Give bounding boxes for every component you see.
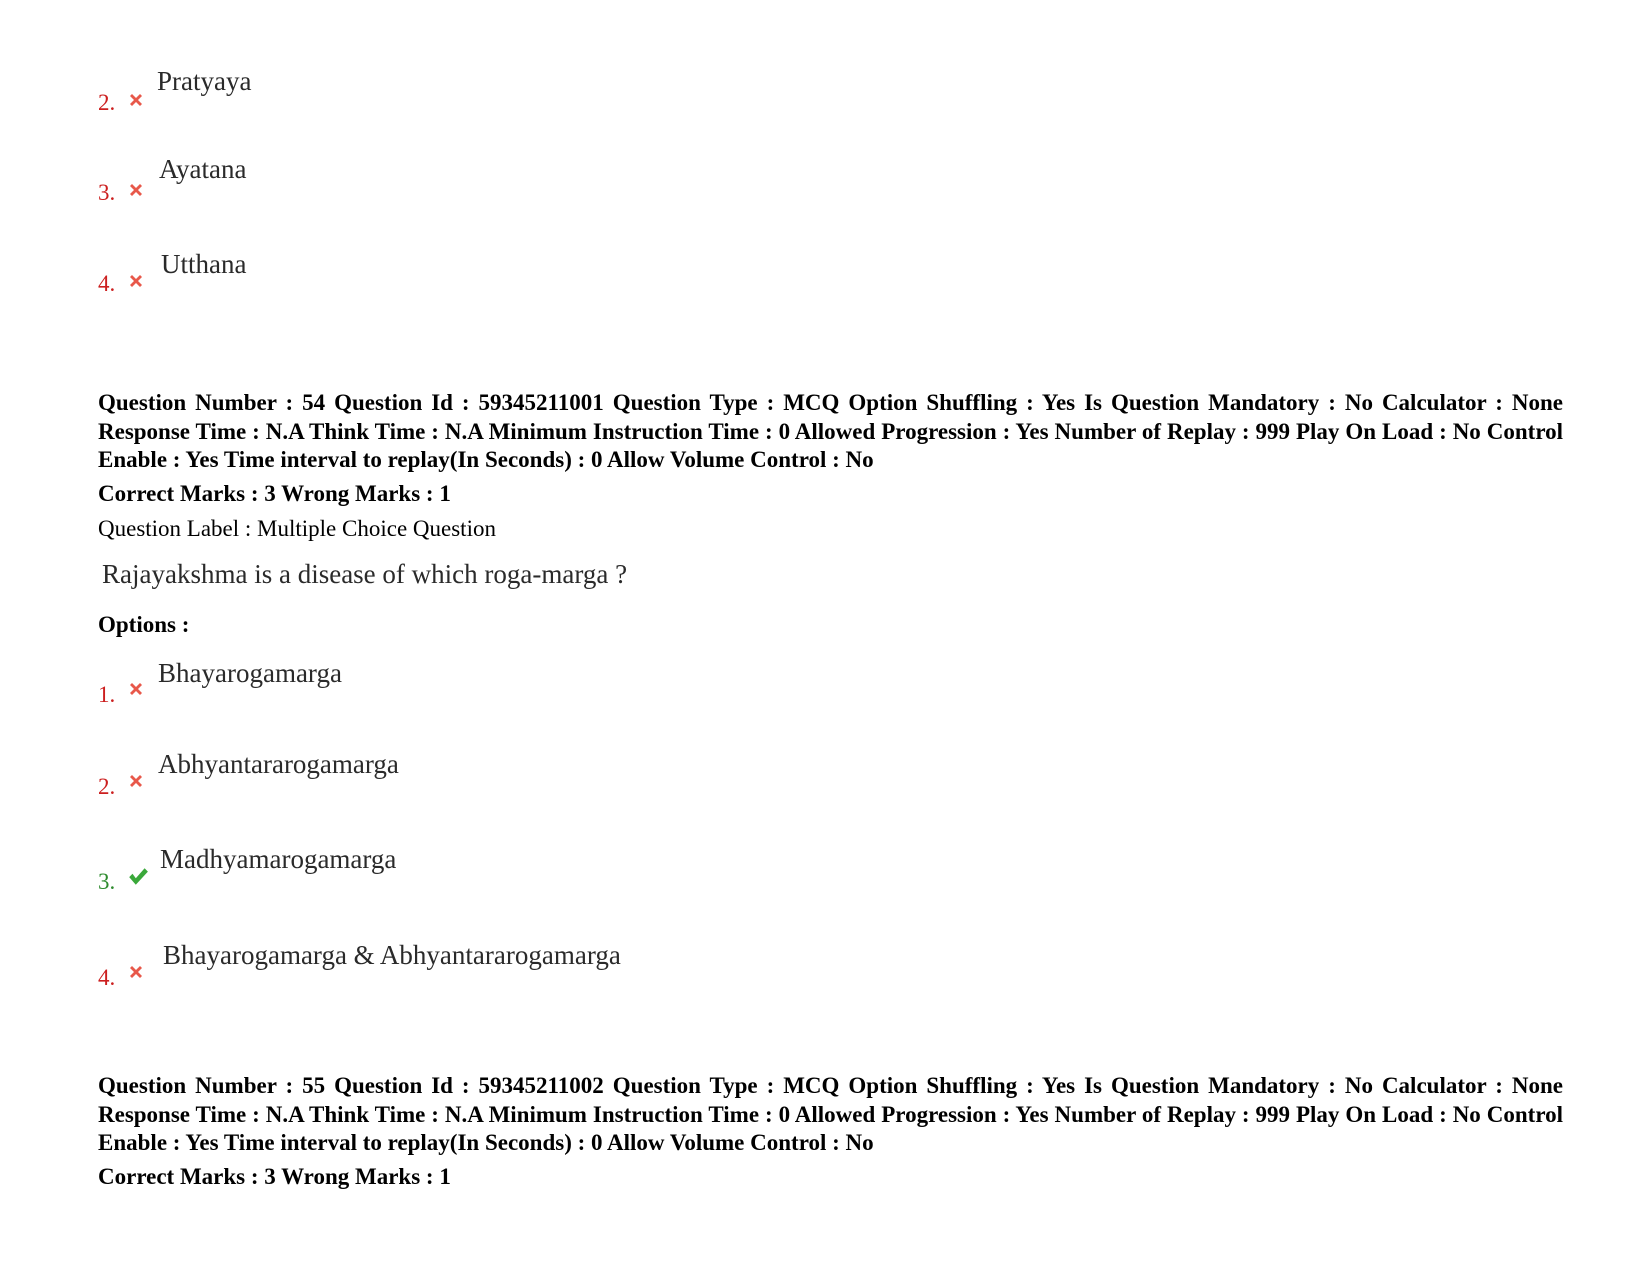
cross-icon xyxy=(126,962,146,982)
options-heading: Options : xyxy=(98,612,190,637)
question-54-label: Question Label : Multiple Choice Question xyxy=(98,516,496,541)
option-number: 3. xyxy=(98,869,116,894)
option-text: Bhayarogamarga & Abhyantararogamarga xyxy=(163,940,621,970)
option-text: Madhyamarogamarga xyxy=(160,844,397,874)
option-text: Bhayarogamarga xyxy=(158,658,342,688)
question-54-meta: Question Number : 54 Question Id : 59345211001 Question Type : MCQ Option Shuffling : Yes Is Question Mandatory : No Calculator : None Response Time : N.A Think Time : N.A Minimum Instruction Time : 0 Allowed Progression : Yes Number of Replay : 999 Play On Load : No Control Enable : Yes Time interval to replay(In Seconds) : 0 Allow Volume Control : No xyxy=(98,390,1563,472)
cross-icon xyxy=(126,180,146,200)
question-55-marks: Correct Marks : 3 Wrong Marks : 1 xyxy=(98,1164,451,1189)
cross-icon xyxy=(126,679,146,699)
option-number: 4. xyxy=(98,271,116,296)
option-number: 4. xyxy=(98,965,116,990)
question-55-meta: Question Number : 55 Question Id : 59345211002 Question Type : MCQ Option Shuffling : Yes Is Question Mandatory : No Calculator : None Response Time : N.A Think Time : N.A Minimum Instruction Time : 0 Allowed Progression : Yes Number of Replay : 999 Play On Load : No Control Enable : Yes Time interval to replay(In Seconds) : 0 Allow Volume Control : No xyxy=(98,1073,1563,1155)
option-text: Abhyantararogamarga xyxy=(158,749,399,779)
option-number: 2. xyxy=(98,774,116,799)
option-number: 3. xyxy=(98,180,116,205)
question-54-text: Rajayakshma is a disease of which roga-marga ? xyxy=(102,559,628,589)
check-icon xyxy=(126,865,150,887)
option-number: 1. xyxy=(98,682,116,707)
option-number: 2. xyxy=(98,90,116,115)
cross-icon xyxy=(126,771,146,791)
option-text: Pratyaya xyxy=(157,66,252,96)
option-text: Utthana xyxy=(161,249,247,279)
cross-icon xyxy=(126,90,146,110)
question-54-marks: Correct Marks : 3 Wrong Marks : 1 xyxy=(98,481,451,506)
cross-icon xyxy=(126,271,146,291)
option-text: Ayatana xyxy=(159,154,247,184)
